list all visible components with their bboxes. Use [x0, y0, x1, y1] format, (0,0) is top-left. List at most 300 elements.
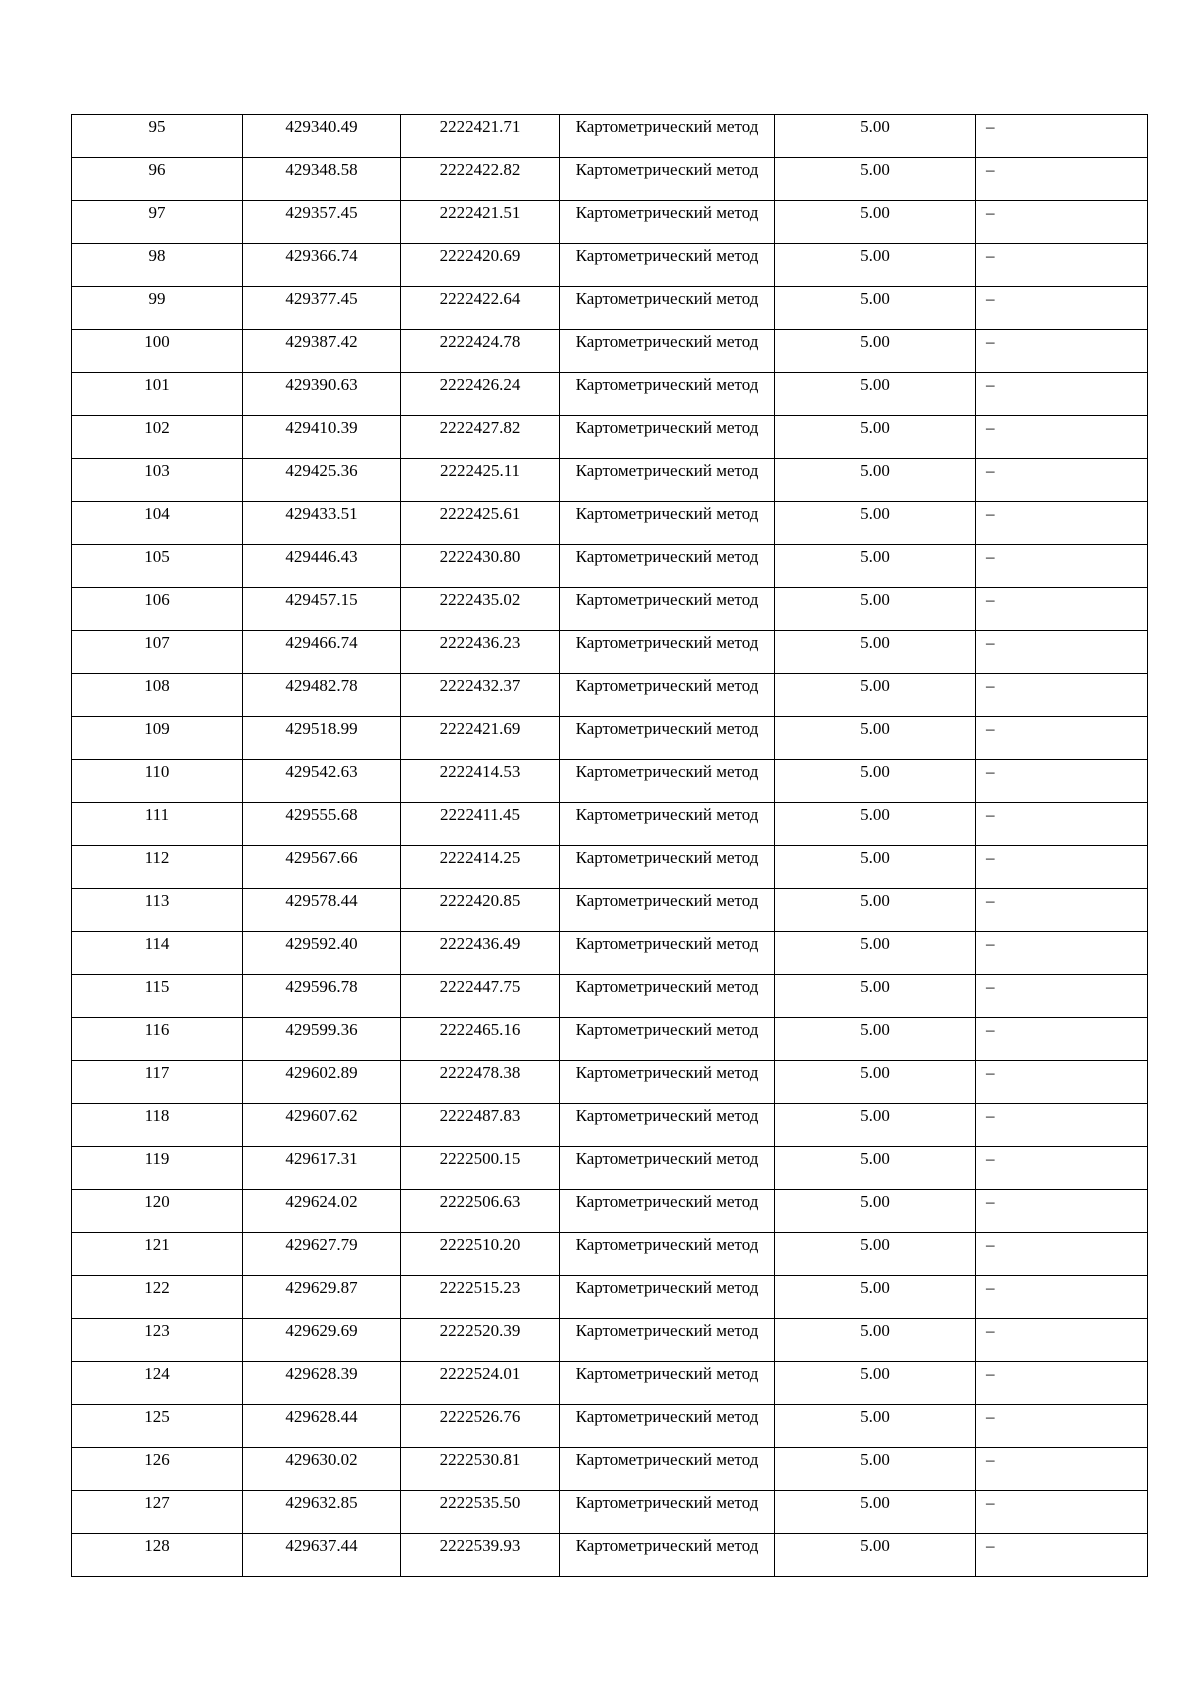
- accuracy-cell-text: 5.00: [860, 1063, 890, 1082]
- accuracy-cell-text: 5.00: [860, 504, 890, 523]
- y-coordinate-cell-text: 2222411.45: [439, 805, 521, 824]
- accuracy-cell: [775, 760, 976, 803]
- y-coordinate-cell-text: 2222420.69: [439, 246, 521, 265]
- y-coordinate-cell: [401, 502, 560, 545]
- y-coordinate-cell-text: 2222478.38: [439, 1063, 521, 1082]
- method-cell: [560, 1276, 775, 1319]
- method-cell-text: Картометрический метод: [575, 1493, 759, 1512]
- y-coordinate-cell-text: 2222447.75: [439, 977, 521, 996]
- accuracy-cell: [775, 158, 976, 201]
- accuracy-cell: [775, 889, 976, 932]
- note-cell-text: –: [986, 977, 995, 996]
- accuracy-cell: [775, 1018, 976, 1061]
- x-coordinate-cell: [243, 1104, 401, 1147]
- note-cell: [976, 416, 1148, 459]
- point-number-cell-text: 101: [144, 375, 170, 394]
- y-coordinate-cell: [401, 674, 560, 717]
- method-cell-text: Картометрический метод: [575, 1020, 759, 1039]
- point-number-cell: [72, 631, 243, 674]
- y-coordinate-cell-text: 2222421.71: [439, 117, 521, 136]
- table-row: [72, 287, 1148, 330]
- note-cell: [976, 373, 1148, 416]
- x-coordinate-cell-text: 429433.51: [285, 504, 358, 523]
- y-coordinate-cell: [401, 588, 560, 631]
- note-cell-text: –: [986, 461, 995, 480]
- point-number-cell-text: 110: [144, 762, 170, 781]
- point-number-cell: [72, 1362, 243, 1405]
- y-coordinate-cell-text: 2222500.15: [439, 1149, 521, 1168]
- method-cell: [560, 1362, 775, 1405]
- x-coordinate-cell: [243, 1405, 401, 1448]
- point-number-cell-text: 122: [144, 1278, 170, 1297]
- y-coordinate-cell-text: 2222506.63: [439, 1192, 521, 1211]
- method-cell-text: Картометрический метод: [575, 461, 759, 480]
- x-coordinate-cell-text: 429425.36: [285, 461, 358, 480]
- y-coordinate-cell: [401, 975, 560, 1018]
- point-number-cell-text: 125: [144, 1407, 170, 1426]
- accuracy-cell: [775, 1276, 976, 1319]
- table-row: [72, 158, 1148, 201]
- method-cell-text: Картометрический метод: [575, 1149, 759, 1168]
- table-row: [72, 201, 1148, 244]
- point-number-cell-text: 114: [144, 934, 170, 953]
- note-cell: [976, 244, 1148, 287]
- y-coordinate-cell: [401, 545, 560, 588]
- note-cell-text: –: [986, 203, 995, 222]
- method-cell-text: Картометрический метод: [575, 117, 759, 136]
- y-coordinate-cell: [401, 1233, 560, 1276]
- point-number-cell: [72, 674, 243, 717]
- accuracy-cell-text: 5.00: [860, 848, 890, 867]
- y-coordinate-cell: [401, 373, 560, 416]
- method-cell: [560, 588, 775, 631]
- point-number-cell: [72, 330, 243, 373]
- note-cell-text: –: [986, 676, 995, 695]
- accuracy-cell: [775, 631, 976, 674]
- point-number-cell: [72, 1061, 243, 1104]
- table-row: [72, 115, 1148, 158]
- table-row: [72, 502, 1148, 545]
- x-coordinate-cell: [243, 1534, 401, 1577]
- x-coordinate-cell-text: 429607.62: [285, 1106, 358, 1125]
- x-coordinate-cell: [243, 1190, 401, 1233]
- accuracy-cell-text: 5.00: [860, 891, 890, 910]
- table-row: [72, 330, 1148, 373]
- method-cell-text: Картометрический метод: [575, 590, 759, 609]
- point-number-cell-text: 116: [144, 1020, 170, 1039]
- table-row: [72, 1104, 1148, 1147]
- method-cell: [560, 760, 775, 803]
- note-cell-text: –: [986, 246, 995, 265]
- accuracy-cell-text: 5.00: [860, 1321, 890, 1340]
- note-cell-text: –: [986, 934, 995, 953]
- method-cell-text: Картометрический метод: [575, 977, 759, 996]
- note-cell: [976, 1276, 1148, 1319]
- note-cell-text: –: [986, 418, 995, 437]
- table-row: [72, 1061, 1148, 1104]
- accuracy-cell-text: 5.00: [860, 1536, 890, 1555]
- x-coordinate-cell: [243, 287, 401, 330]
- y-coordinate-cell-text: 2222520.39: [439, 1321, 521, 1340]
- note-cell-text: –: [986, 848, 995, 867]
- x-coordinate-cell: [243, 1018, 401, 1061]
- method-cell: [560, 1018, 775, 1061]
- accuracy-cell: [775, 330, 976, 373]
- point-number-cell: [72, 1276, 243, 1319]
- y-coordinate-cell: [401, 1104, 560, 1147]
- x-coordinate-cell-text: 429518.99: [285, 719, 358, 738]
- y-coordinate-cell-text: 2222426.24: [439, 375, 521, 394]
- accuracy-cell: [775, 1534, 976, 1577]
- accuracy-cell-text: 5.00: [860, 1149, 890, 1168]
- method-cell-text: Картометрический метод: [575, 1450, 759, 1469]
- accuracy-cell-text: 5.00: [860, 332, 890, 351]
- accuracy-cell: [775, 244, 976, 287]
- point-number-cell: [72, 1534, 243, 1577]
- note-cell-text: –: [986, 547, 995, 566]
- note-cell-text: –: [986, 1235, 995, 1254]
- accuracy-cell: [775, 1362, 976, 1405]
- table-row: [72, 889, 1148, 932]
- x-coordinate-cell-text: 429596.78: [285, 977, 358, 996]
- x-coordinate-cell-text: 429578.44: [285, 891, 358, 910]
- note-cell-text: –: [986, 332, 995, 351]
- method-cell-text: Картометрический метод: [575, 504, 759, 523]
- note-cell: [976, 115, 1148, 158]
- method-cell: [560, 1147, 775, 1190]
- coordinates-table: [71, 114, 1148, 1577]
- point-number-cell-text: 113: [144, 891, 170, 910]
- point-number-cell-text: 100: [144, 332, 170, 351]
- note-cell-text: –: [986, 1192, 995, 1211]
- note-cell: [976, 201, 1148, 244]
- method-cell-text: Картометрический метод: [575, 1235, 759, 1254]
- point-number-cell: [72, 158, 243, 201]
- x-coordinate-cell: [243, 975, 401, 1018]
- y-coordinate-cell-text: 2222414.53: [439, 762, 521, 781]
- accuracy-cell-text: 5.00: [860, 203, 890, 222]
- accuracy-cell: [775, 373, 976, 416]
- point-number-cell-text: 124: [144, 1364, 170, 1383]
- point-number-cell: [72, 115, 243, 158]
- y-coordinate-cell-text: 2222465.16: [439, 1020, 521, 1039]
- accuracy-cell: [775, 932, 976, 975]
- table-row: [72, 1491, 1148, 1534]
- point-number-cell: [72, 459, 243, 502]
- y-coordinate-cell-text: 2222425.61: [439, 504, 521, 523]
- method-cell: [560, 459, 775, 502]
- x-coordinate-cell-text: 429340.49: [285, 117, 358, 136]
- point-number-cell: [72, 1448, 243, 1491]
- table-row: [72, 1276, 1148, 1319]
- method-cell: [560, 1061, 775, 1104]
- x-coordinate-cell: [243, 803, 401, 846]
- y-coordinate-cell-text: 2222424.78: [439, 332, 521, 351]
- note-cell: [976, 158, 1148, 201]
- note-cell: [976, 459, 1148, 502]
- x-coordinate-cell: [243, 717, 401, 760]
- note-cell-text: –: [986, 1407, 995, 1426]
- y-coordinate-cell: [401, 1534, 560, 1577]
- accuracy-cell-text: 5.00: [860, 461, 890, 480]
- accuracy-cell: [775, 201, 976, 244]
- table-row: [72, 459, 1148, 502]
- y-coordinate-cell: [401, 846, 560, 889]
- y-coordinate-cell-text: 2222425.11: [439, 461, 521, 480]
- method-cell: [560, 1405, 775, 1448]
- method-cell-text: Картометрический метод: [575, 891, 759, 910]
- y-coordinate-cell-text: 2222420.85: [439, 891, 521, 910]
- method-cell-text: Картометрический метод: [575, 418, 759, 437]
- y-coordinate-cell: [401, 1448, 560, 1491]
- accuracy-cell-text: 5.00: [860, 934, 890, 953]
- table-row: [72, 1233, 1148, 1276]
- method-cell-text: Картометрический метод: [575, 805, 759, 824]
- accuracy-cell: [775, 1233, 976, 1276]
- y-coordinate-cell-text: 2222535.50: [439, 1493, 521, 1512]
- note-cell: [976, 631, 1148, 674]
- y-coordinate-cell-text: 2222422.82: [439, 160, 521, 179]
- method-cell: [560, 1534, 775, 1577]
- method-cell-text: Картометрический метод: [575, 1192, 759, 1211]
- method-cell-text: Картометрический метод: [575, 1106, 759, 1125]
- y-coordinate-cell: [401, 803, 560, 846]
- x-coordinate-cell-text: 429602.89: [285, 1063, 358, 1082]
- note-cell: [976, 932, 1148, 975]
- note-cell: [976, 502, 1148, 545]
- accuracy-cell-text: 5.00: [860, 117, 890, 136]
- x-coordinate-cell-text: 429624.02: [285, 1192, 358, 1211]
- method-cell: [560, 803, 775, 846]
- accuracy-cell: [775, 1319, 976, 1362]
- point-number-cell: [72, 803, 243, 846]
- method-cell-text: Картометрический метод: [575, 1321, 759, 1340]
- table-row: [72, 631, 1148, 674]
- method-cell-text: Картометрический метод: [575, 160, 759, 179]
- accuracy-cell-text: 5.00: [860, 590, 890, 609]
- method-cell-text: Картометрический метод: [575, 848, 759, 867]
- method-cell: [560, 631, 775, 674]
- point-number-cell: [72, 1405, 243, 1448]
- note-cell-text: –: [986, 891, 995, 910]
- accuracy-cell-text: 5.00: [860, 1493, 890, 1512]
- accuracy-cell: [775, 459, 976, 502]
- note-cell: [976, 1362, 1148, 1405]
- method-cell-text: Картометрический метод: [575, 547, 759, 566]
- accuracy-cell: [775, 1104, 976, 1147]
- method-cell: [560, 373, 775, 416]
- y-coordinate-cell: [401, 889, 560, 932]
- x-coordinate-cell: [243, 1491, 401, 1534]
- y-coordinate-cell-text: 2222510.20: [439, 1235, 521, 1254]
- table-row: [72, 674, 1148, 717]
- y-coordinate-cell: [401, 1405, 560, 1448]
- note-cell: [976, 1104, 1148, 1147]
- note-cell: [976, 1190, 1148, 1233]
- accuracy-cell-text: 5.00: [860, 977, 890, 996]
- x-coordinate-cell-text: 429357.45: [285, 203, 358, 222]
- accuracy-cell-text: 5.00: [860, 1192, 890, 1211]
- method-cell: [560, 158, 775, 201]
- y-coordinate-cell: [401, 1061, 560, 1104]
- accuracy-cell-text: 5.00: [860, 1364, 890, 1383]
- y-coordinate-cell: [401, 631, 560, 674]
- y-coordinate-cell: [401, 1491, 560, 1534]
- note-cell: [976, 1491, 1148, 1534]
- method-cell: [560, 416, 775, 459]
- table-row: [72, 373, 1148, 416]
- point-number-cell-text: 126: [144, 1450, 170, 1469]
- x-coordinate-cell: [243, 631, 401, 674]
- point-number-cell: [72, 1190, 243, 1233]
- method-cell-text: Картометрический метод: [575, 934, 759, 953]
- accuracy-cell: [775, 287, 976, 330]
- method-cell-text: Картометрический метод: [575, 1063, 759, 1082]
- point-number-cell-text: 111: [144, 805, 170, 824]
- table-row: [72, 932, 1148, 975]
- method-cell: [560, 1190, 775, 1233]
- y-coordinate-cell-text: 2222436.23: [439, 633, 521, 652]
- note-cell: [976, 545, 1148, 588]
- y-coordinate-cell-text: 2222526.76: [439, 1407, 521, 1426]
- x-coordinate-cell: [243, 1448, 401, 1491]
- method-cell: [560, 287, 775, 330]
- note-cell-text: –: [986, 1493, 995, 1512]
- x-coordinate-cell-text: 429555.68: [285, 805, 358, 824]
- table-row: [72, 846, 1148, 889]
- point-number-cell-text: 115: [144, 977, 170, 996]
- method-cell: [560, 717, 775, 760]
- accuracy-cell-text: 5.00: [860, 633, 890, 652]
- note-cell-text: –: [986, 1321, 995, 1340]
- note-cell: [976, 287, 1148, 330]
- x-coordinate-cell: [243, 330, 401, 373]
- y-coordinate-cell-text: 2222427.82: [439, 418, 521, 437]
- x-coordinate-cell-text: 429628.39: [285, 1364, 358, 1383]
- point-number-cell: [72, 889, 243, 932]
- note-cell: [976, 760, 1148, 803]
- accuracy-cell: [775, 803, 976, 846]
- point-number-cell-text: 109: [144, 719, 170, 738]
- table-row: [72, 717, 1148, 760]
- y-coordinate-cell: [401, 115, 560, 158]
- method-cell: [560, 846, 775, 889]
- x-coordinate-cell: [243, 201, 401, 244]
- accuracy-cell: [775, 846, 976, 889]
- point-number-cell: [72, 717, 243, 760]
- x-coordinate-cell: [243, 1276, 401, 1319]
- x-coordinate-cell: [243, 588, 401, 631]
- point-number-cell-text: 128: [144, 1536, 170, 1555]
- y-coordinate-cell: [401, 1276, 560, 1319]
- table-row: [72, 545, 1148, 588]
- x-coordinate-cell-text: 429387.42: [285, 332, 358, 351]
- accuracy-cell: [775, 975, 976, 1018]
- method-cell: [560, 1233, 775, 1276]
- note-cell-text: –: [986, 375, 995, 394]
- accuracy-cell-text: 5.00: [860, 1020, 890, 1039]
- y-coordinate-cell: [401, 932, 560, 975]
- y-coordinate-cell: [401, 244, 560, 287]
- point-number-cell: [72, 373, 243, 416]
- accuracy-cell-text: 5.00: [860, 762, 890, 781]
- y-coordinate-cell-text: 2222539.93: [439, 1536, 521, 1555]
- point-number-cell-text: 119: [144, 1149, 170, 1168]
- method-cell-text: Картометрический метод: [575, 719, 759, 738]
- y-coordinate-cell: [401, 330, 560, 373]
- note-cell: [976, 1061, 1148, 1104]
- note-cell: [976, 803, 1148, 846]
- point-number-cell-text: 98: [148, 246, 166, 265]
- table-row: [72, 1362, 1148, 1405]
- coordinates-table-body: [72, 115, 1148, 1577]
- y-coordinate-cell: [401, 201, 560, 244]
- point-number-cell-text: 105: [144, 547, 170, 566]
- x-coordinate-cell-text: 429390.63: [285, 375, 358, 394]
- x-coordinate-cell: [243, 1147, 401, 1190]
- accuracy-cell-text: 5.00: [860, 289, 890, 308]
- method-cell-text: Картометрический метод: [575, 332, 759, 351]
- x-coordinate-cell-text: 429482.78: [285, 676, 358, 695]
- method-cell: [560, 889, 775, 932]
- accuracy-cell: [775, 1405, 976, 1448]
- method-cell-text: Картометрический метод: [575, 1407, 759, 1426]
- accuracy-cell: [775, 717, 976, 760]
- point-number-cell: [72, 244, 243, 287]
- point-number-cell-text: 117: [144, 1063, 170, 1082]
- y-coordinate-cell-text: 2222515.23: [439, 1278, 521, 1297]
- accuracy-cell-text: 5.00: [860, 1106, 890, 1125]
- accuracy-cell-text: 5.00: [860, 160, 890, 179]
- x-coordinate-cell: [243, 1061, 401, 1104]
- accuracy-cell-text: 5.00: [860, 676, 890, 695]
- method-cell: [560, 1104, 775, 1147]
- accuracy-cell: [775, 115, 976, 158]
- accuracy-cell-text: 5.00: [860, 719, 890, 738]
- table-row: [72, 1405, 1148, 1448]
- note-cell-text: –: [986, 117, 995, 136]
- accuracy-cell: [775, 1448, 976, 1491]
- y-coordinate-cell: [401, 459, 560, 502]
- x-coordinate-cell: [243, 373, 401, 416]
- method-cell: [560, 932, 775, 975]
- x-coordinate-cell-text: 429542.63: [285, 762, 358, 781]
- method-cell-text: Картометрический метод: [575, 1278, 759, 1297]
- accuracy-cell-text: 5.00: [860, 375, 890, 394]
- point-number-cell-text: 96: [148, 160, 166, 179]
- accuracy-cell: [775, 1147, 976, 1190]
- accuracy-cell: [775, 1061, 976, 1104]
- note-cell: [976, 1405, 1148, 1448]
- y-coordinate-cell: [401, 760, 560, 803]
- point-number-cell: [72, 1147, 243, 1190]
- table-row: [72, 1319, 1148, 1362]
- point-number-cell-text: 118: [144, 1106, 170, 1125]
- x-coordinate-cell: [243, 1233, 401, 1276]
- table-row: [72, 803, 1148, 846]
- point-number-cell: [72, 932, 243, 975]
- table-row: [72, 1448, 1148, 1491]
- y-coordinate-cell-text: 2222432.37: [439, 676, 521, 695]
- point-number-cell: [72, 1233, 243, 1276]
- point-number-cell: [72, 502, 243, 545]
- table-row: [72, 1534, 1148, 1577]
- note-cell: [976, 1534, 1148, 1577]
- x-coordinate-cell-text: 429632.85: [285, 1493, 358, 1512]
- x-coordinate-cell: [243, 1319, 401, 1362]
- x-coordinate-cell-text: 429446.43: [285, 547, 358, 566]
- accuracy-cell-text: 5.00: [860, 805, 890, 824]
